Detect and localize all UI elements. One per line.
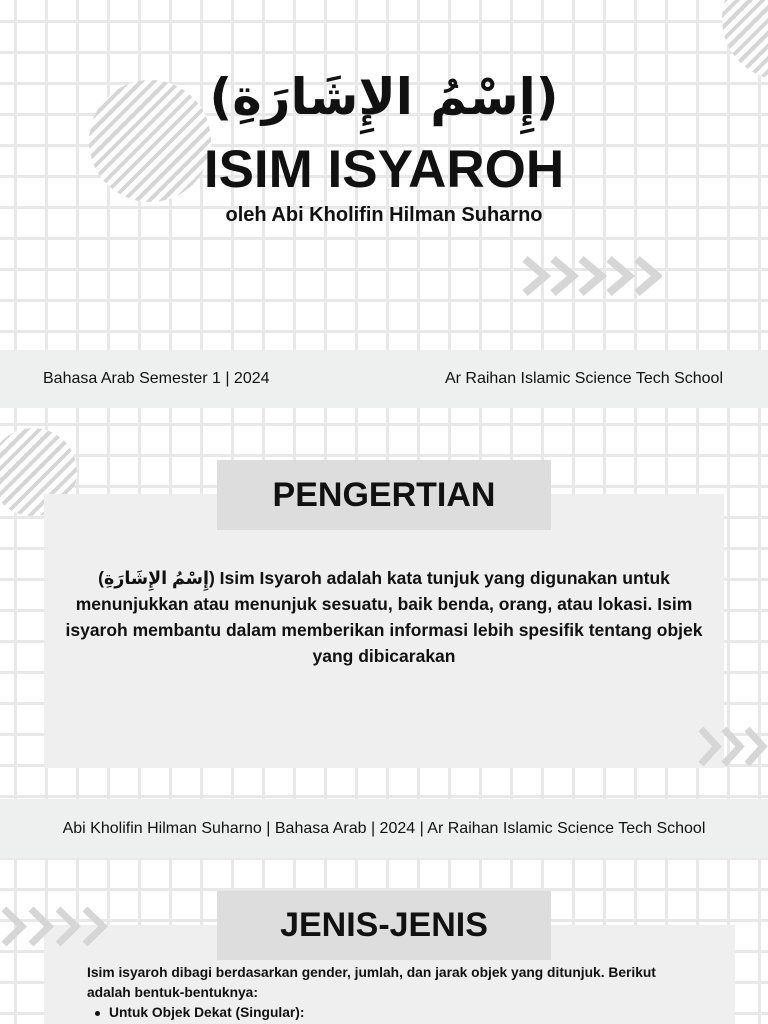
chevron-icon [58,909,76,944]
chevron-icon [85,909,103,944]
jenis-jenis-list [87,1003,677,1023]
chevron-icon [4,909,22,944]
pengertian-body: (إِسْمُ الإِشَارَةِ) Isim Isyaroh adalah kata tunjuk yang digunakan untuk menunjukkan atau menunjuk sesuatu, baik benda, orang, atau lokasi. Isim isyaroh membantu dalam memberikan informasi lebih spesifik tentang objek yang dibicarakan [65,568,703,666]
chevrons-decoration [697,725,768,768]
chevron-icon [701,729,717,764]
chevron-icon [747,729,763,764]
chevron-icon [553,259,573,293]
chevron-icon [581,259,601,293]
chevron-icon [31,909,49,944]
jenis-jenis-content [87,963,677,1023]
footer-band: Abi Kholifin Hilman Suharno | Bahasa Arab | 2024 | Ar Raihan Islamic Science Tech School [0,799,768,858]
chevron-icon [609,259,629,293]
page-title: ISIM ISYAROH [203,140,565,199]
section-heading-jenis-jenis: JENIS-JENIS [217,891,551,960]
info-band [0,350,768,408]
author-line: oleh Abi Kholifin Hilman Suharno [225,204,543,226]
chevron-icon [724,729,740,764]
chevron-icon [525,259,545,293]
bullet-icon [95,1011,100,1016]
arabic-title: (إِسْمُ الإِشَارَةِ) [209,68,559,126]
chevrons-decoration [0,905,112,948]
jenis-jenis-intro: Isim isyaroh dibagi berdasarkan gender, jumlah, dan jarak objek yang ditunjuk. Berikut adalah bentuk-bentuknya: [87,965,656,1000]
chevrons-decoration [520,255,662,297]
course-label: Bahasa Arab Semester 1 | 2024 [43,370,270,387]
list-item [87,1003,677,1023]
chevron-icon [637,259,657,293]
school-label: Ar Raihan Islamic Science Tech School [444,370,723,387]
pengertian-card [44,494,724,768]
section-heading-pengertian: PENGERTIAN [217,460,551,530]
list-item-label: Untuk Objek Dekat (Singular): [109,1005,305,1020]
